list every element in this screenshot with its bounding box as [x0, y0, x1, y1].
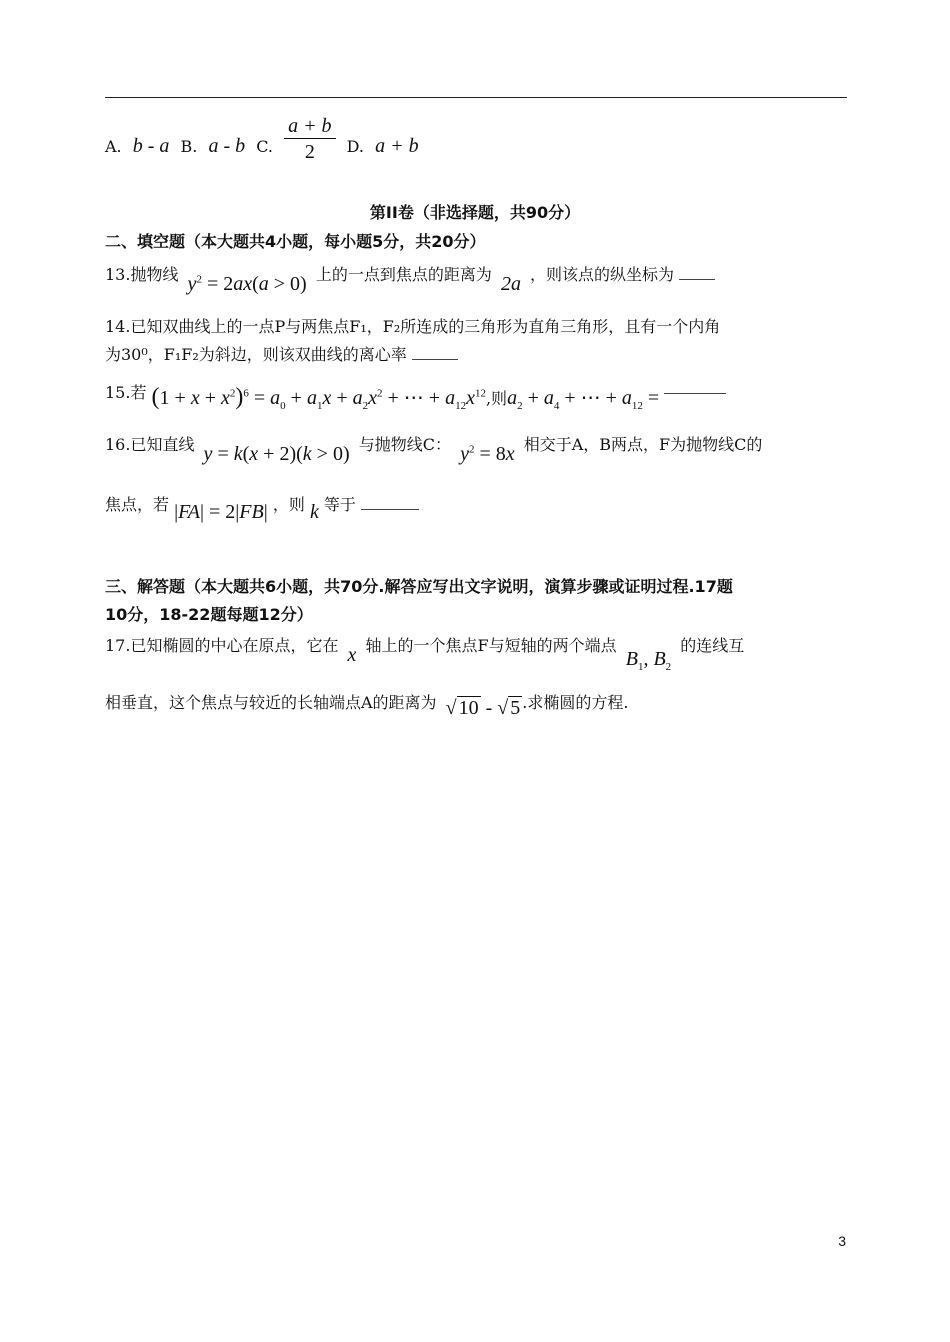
q17-suffix: 的连线互: [680, 636, 745, 655]
q17-mid: 轴上的一个焦点F与短轴的两个端点: [365, 636, 617, 655]
q16-parabola-equation: $y^2 = 8x$: [460, 443, 515, 465]
options-line: [105, 115, 425, 173]
answer-header-line1: 三、解答题（本大题共6小题，共70分.解答应写出文字说明，演算步骤或证明过程.17题: [105, 577, 733, 596]
q17-prefix: 17.已知椭圆的中心在原点，它在: [105, 636, 339, 655]
fill-in-header: 二、填空题（本大题共4小题，每小题5分，共20分）: [105, 232, 486, 251]
q16-k: k: [309, 501, 319, 523]
q15-answer-blank: [664, 393, 726, 394]
q15-expansion: $(1 + x + x^2)^6 = a_0 + a_1x + a_2x^2$ + ⋯ + $a_{12}x^{12}$: [151, 384, 486, 412]
q13-mid: 上的一点到焦点的距离为: [315, 265, 492, 284]
section-title: 第II卷（非选择题，共90分）: [369, 203, 581, 222]
option-a-expr: b - a: [132, 135, 170, 157]
q14-text: 为30⁰，F₁F₂为斜边，则该双曲线的离心率: [105, 345, 407, 364]
q15-then: ,则: [485, 389, 508, 408]
q16-line2-mid: ，则: [272, 495, 305, 514]
page-number: 3: [838, 1233, 846, 1249]
q16-line2-suffix: 等于: [323, 495, 356, 514]
q15-sum: $a_2 + a_4$ + ⋯ + $a_{12}$ =: [507, 387, 665, 412]
question-17-line1: [105, 633, 745, 673]
option-c-fraction: [284, 114, 336, 165]
option-b-label: B.: [180, 137, 198, 156]
q13-prefix: 13.抛物线: [105, 265, 179, 284]
q17-line2-prefix: 相垂直，这个焦点与较近的长轴端点A的距离为: [105, 693, 437, 712]
q17-distance: √ 10 - √ 5: [445, 697, 521, 719]
option-a-label: A.: [105, 137, 122, 156]
q16-answer-blank: [361, 509, 419, 510]
q14-answer-blank: [412, 359, 458, 360]
question-16-line2: [105, 492, 419, 523]
option-b-expr: a - b: [208, 135, 246, 157]
q17-x-axis: x: [347, 644, 357, 666]
header-rule: [105, 97, 847, 98]
question-16-line1: [105, 432, 763, 465]
q13-answer-blank: [679, 279, 715, 280]
option-c-denominator: 2: [304, 141, 315, 163]
answer-header-line2: 10分，18-22题每题12分）: [105, 605, 313, 624]
q16-prefix: 16.已知直线: [105, 435, 195, 454]
option-d-label: D.: [346, 137, 364, 156]
option-c-numerator: a + b: [284, 114, 336, 139]
question-14-line2: [105, 342, 458, 365]
q16-line2-prefix: 焦点，若: [105, 495, 170, 514]
q13-distance: 2a: [500, 273, 521, 295]
option-c-label: C.: [256, 137, 273, 156]
q15-prefix: 15.若: [105, 383, 147, 402]
q16-condition: |FA| = 2|FB|: [174, 501, 268, 523]
option-d-expr: a + b: [375, 135, 419, 157]
question-15: [105, 378, 726, 412]
question-13: [105, 262, 715, 295]
q16-line-equation: y = k(x + 2)(k > 0): [203, 443, 350, 465]
q13-equation: $y^2 = 2ax(a > 0)$: [187, 273, 307, 295]
question-17-line2: [105, 690, 629, 719]
q17-line2-suffix: .求椭圆的方程.: [522, 693, 629, 712]
q16-suffix: 相交于A，B两点，F为抛物线C的: [523, 435, 763, 454]
q17-endpoints: $B_1$, $B_2$: [625, 648, 672, 673]
q13-suffix: ，则该点的纵坐标为: [530, 265, 675, 284]
question-14-line1: 14.已知双曲线上的一点P与两焦点F₁，F₂所连成的三角形为直角三角形，且有一个内角: [105, 317, 721, 336]
q16-mid: 与抛物线C：: [358, 435, 451, 454]
